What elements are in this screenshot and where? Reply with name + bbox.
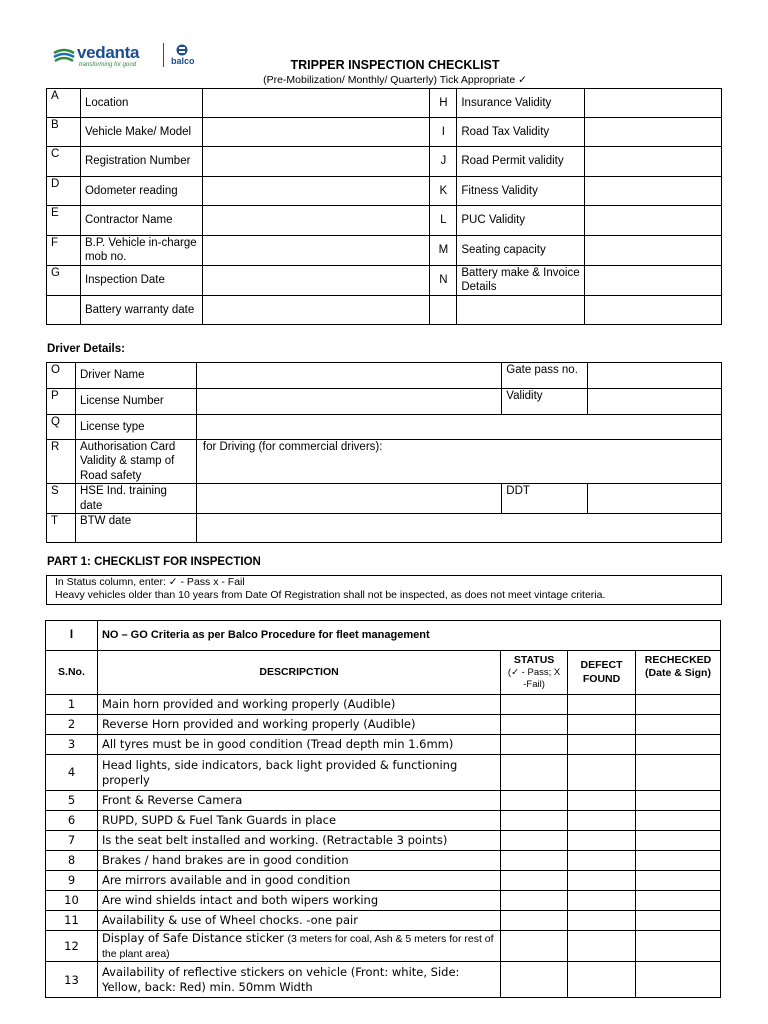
value-field[interactable] [202,265,430,295]
row-label: Battery warranty date [80,295,202,324]
item-description [97,715,500,735]
defect-found-cell[interactable] [568,931,636,962]
checklist-row [46,871,721,891]
logo-divider [163,43,164,67]
item-text: Head lights, side indicators, back light provided & functioning properly [101,758,458,787]
status-cell[interactable] [501,851,568,871]
col-defect-header: DEFECT FOUND [568,651,636,695]
inspection-checklist-table [45,620,721,998]
row-label: License type [75,415,196,440]
col-rechecked-header [636,651,721,695]
vehicle-info-row [47,236,722,266]
driver-row [47,440,722,484]
status-cell[interactable] [501,715,568,735]
defect-found-cell[interactable] [568,962,636,998]
balco-mark-icon [176,44,188,56]
item-number: 11 [46,911,98,931]
item-text: Availability & use of Wheel chocks. -one pair [101,913,358,928]
value-field[interactable] [202,147,430,177]
row-label: Authorisation Card Validity & stamp of Road safety [75,440,196,484]
row-label: License Number [75,389,196,415]
item-text: Main horn provided and working properly (Audible) [101,697,396,712]
col-status-header [501,651,568,695]
defect-found-cell[interactable] [568,791,636,811]
item-number: 8 [46,851,98,871]
item-text: Reverse Horn provided and working properly (Audible) [101,717,416,732]
part1-heading: PART 1: CHECKLIST FOR INSPECTION [47,556,261,568]
row-extra-label: Gate pass no. [502,363,588,389]
item-description [97,911,500,931]
defect-found-cell[interactable] [568,695,636,715]
rechecked-cell[interactable] [636,911,721,931]
defect-found-cell[interactable] [568,755,636,791]
item-number: 5 [46,791,98,811]
row-label: Registration Number [80,147,202,177]
status-cell[interactable] [501,811,568,831]
vehicle-info-table [46,88,722,325]
row-extra-label: DDT [502,484,588,514]
item-text: All tyres must be in good condition (Tread depth min 1.6mm) [101,737,454,752]
row-label: BTW date [75,514,196,543]
col-description-header: DESCRIPCTION [97,651,500,695]
item-text: RUPD, SUPD & Fuel Tank Guards in place [101,813,337,828]
item-text: Are wind shields intact and both wipers working [101,893,379,908]
checklist-row [46,851,721,871]
row-code: G [47,265,81,295]
item-number: 2 [46,715,98,735]
vedanta-wordmark: vedanta [77,43,140,62]
rechecked-cell[interactable] [636,735,721,755]
row-code: Q [47,415,76,440]
row-code: E [47,206,81,236]
value-field[interactable] [202,118,430,147]
item-number: 7 [46,831,98,851]
item-description [97,851,500,871]
part1-note-box [46,575,722,605]
rechecked-sub: (Date & Sign) [645,667,711,680]
row-code: D [47,177,81,206]
item-description [97,811,500,831]
row-label [457,295,585,324]
row-label: HSE Ind. training date [75,484,196,514]
defect-found-cell[interactable] [568,891,636,911]
value-field[interactable] [585,265,722,295]
value-field[interactable] [202,295,430,324]
checklist-row [46,755,721,791]
row-label: Fitness Validity [457,177,585,206]
row-label: Driver Name [75,363,196,389]
row-code: B [47,118,81,147]
item-description [97,891,500,911]
value-field[interactable] [585,295,722,324]
driver-row [47,389,722,415]
checklist-rows [46,695,721,998]
row-code [47,295,81,324]
status-cell[interactable] [501,962,568,998]
status-cell[interactable] [501,735,568,755]
vehicle-info-row [47,177,722,206]
vintage-criteria-note: Heavy vehicles older than 10 years from Date Of Registration shall not be inspected, as does not meet vintage criteria. [55,589,606,601]
checklist-row [46,715,721,735]
hse-training-field[interactable] [196,484,501,514]
defect-found-cell[interactable] [568,831,636,851]
row-code: A [47,89,81,118]
balco-wordmark: balco [171,56,195,66]
row-code: N [430,265,457,295]
row-code: R [47,440,76,484]
item-number: 4 [46,755,98,791]
vedanta-tagline: transforming for good [79,62,137,68]
vehicle-info-row [47,118,722,147]
item-number: 6 [46,811,98,831]
checklist-row [46,891,721,911]
item-description [97,755,500,791]
page-title: TRIPPER INSPECTION CHECKLIST [290,58,500,72]
item-description [97,831,500,851]
driver-rows [47,363,722,543]
row-code: T [47,514,76,543]
rechecked-cell[interactable] [636,931,721,962]
row-label: Insurance Validity [457,89,585,118]
value-field[interactable] [585,236,722,266]
item-description [97,871,500,891]
vedanta-logo [52,42,172,70]
row-code: H [430,89,457,118]
rechecked-cell[interactable] [636,755,721,791]
vehicle-info-row [47,265,722,295]
row-code: M [430,236,457,266]
value-field[interactable] [202,206,430,236]
vehicle-info-row [47,89,722,118]
driver-details-heading: Driver Details: [47,343,125,355]
item-text: Availability of reflective stickers on vehicle (Front: white, Side: Yellow, back: Red) min. 50mm Width [101,965,460,994]
checklist-row [46,931,721,962]
status-cell[interactable] [501,911,568,931]
vehicle-info-row [47,295,722,324]
value-field[interactable] [585,206,722,236]
item-number: 10 [46,891,98,911]
item-number: 12 [46,931,98,962]
row-label: Road Tax Validity [457,118,585,147]
validity-field[interactable] [588,389,722,415]
rechecked-cell[interactable] [636,791,721,811]
checklist-row [46,962,721,998]
value-field[interactable] [202,177,430,206]
row-code: L [430,206,457,236]
defect-found-cell[interactable] [568,811,636,831]
item-number: 9 [46,871,98,891]
item-description [97,931,500,962]
row-code: F [47,236,81,266]
driver-name-field[interactable] [196,363,501,389]
rechecked-cell[interactable] [636,962,721,998]
license-number-field[interactable] [196,389,501,415]
defect-found-cell[interactable] [568,735,636,755]
status-cell[interactable] [501,695,568,715]
balco-logo [168,44,198,68]
vedanta-mark-icon [52,44,76,68]
value-field[interactable] [585,89,722,118]
driver-row [47,484,722,514]
row-label: Road Permit validity [457,147,585,177]
checklist-header [46,621,721,695]
status-cell[interactable] [501,891,568,911]
row-label: Inspection Date [80,265,202,295]
vehicle-info-row [47,206,722,236]
item-number: 3 [46,735,98,755]
rechecked-cell[interactable] [636,851,721,871]
row-label: Location [80,89,202,118]
status-cell[interactable] [501,791,568,811]
rechecked-cell[interactable] [636,811,721,831]
defect-found-cell[interactable] [568,871,636,891]
driver-row [47,363,722,389]
item-text: Is the seat belt installed and working. (Retractable 3 points) [101,833,448,848]
value-field[interactable] [585,147,722,177]
row-code: O [47,363,76,389]
status-legend: (✓ - Pass; X -Fail) [507,667,561,690]
status-cell[interactable] [501,871,568,891]
row-label: Contractor Name [80,206,202,236]
status-instruction: In Status column, enter: ✓ - Pass x - Fail [55,576,245,588]
ddt-field[interactable] [588,484,722,514]
checklist-row [46,695,721,715]
row-label: Vehicle Make/ Model [80,118,202,147]
gate-pass-field[interactable] [588,363,722,389]
item-description [97,791,500,811]
row-code: C [47,147,81,177]
driver-row [47,415,722,440]
item-text: Display of Safe Distance sticker [101,931,284,945]
value-field[interactable] [202,236,430,266]
page-subtitle: (Pre-Mobilization/ Monthly/ Quarterly) Tick Appropriate ✓ [263,74,527,86]
rechecked-cell[interactable] [636,891,721,911]
vehicle-info-row [47,147,722,177]
status-label: STATUS [513,654,555,666]
row-label: PUC Validity [457,206,585,236]
row-code: I [430,118,457,147]
btw-date-field[interactable] [196,514,721,543]
row-code: P [47,389,76,415]
value-field[interactable] [202,89,430,118]
item-number: 13 [46,962,98,998]
value-field[interactable] [585,118,722,147]
row-code [430,295,457,324]
row-label: Battery make & Invoice Details [457,265,585,295]
rechecked-label: RECHECKED [644,654,712,666]
value-field[interactable] [585,177,722,206]
vehicle-info-rows [47,89,722,325]
row-code: S [47,484,76,514]
status-cell[interactable] [501,755,568,791]
checklist-row [46,831,721,851]
checklist-row [46,911,721,931]
rechecked-cell[interactable] [636,871,721,891]
col-sno-header: S.No. [46,651,98,695]
item-description [97,735,500,755]
license-type-field[interactable] [196,415,721,440]
status-cell[interactable] [501,831,568,851]
driver-details-table [46,362,722,543]
driver-row [47,514,722,543]
row-code: K [430,177,457,206]
rechecked-cell[interactable] [636,715,721,735]
status-cell[interactable] [501,931,568,962]
checklist-row [46,735,721,755]
item-text: Front & Reverse Camera [101,793,243,808]
rechecked-cell[interactable] [636,831,721,851]
item-subtext: (3 meters for coal, Ash & 5 meters for rest of the plant area) [101,933,494,961]
row-code: J [430,147,457,177]
row-label: B.P. Vehicle in-charge mob no. [80,236,202,266]
item-description [97,962,500,998]
item-text: Are mirrors available and in good condition [101,873,351,888]
row-extra-label: Validity [502,389,588,415]
row-label: Odometer reading [80,177,202,206]
row-label: Seating capacity [457,236,585,266]
item-description [97,695,500,715]
item-number: 1 [46,695,98,715]
defect-found-cell[interactable] [568,851,636,871]
section-code: I [46,621,98,651]
defect-found-cell[interactable] [568,911,636,931]
checklist-row [46,811,721,831]
section-title: NO – GO Criteria as per Balco Procedure for fleet management [97,621,720,651]
defect-found-cell[interactable] [568,715,636,735]
authorisation-note: for Driving (for commercial drivers): [196,440,721,484]
checklist-row [46,791,721,811]
rechecked-cell[interactable] [636,695,721,715]
item-text: Brakes / hand brakes are in good condition [101,853,349,868]
